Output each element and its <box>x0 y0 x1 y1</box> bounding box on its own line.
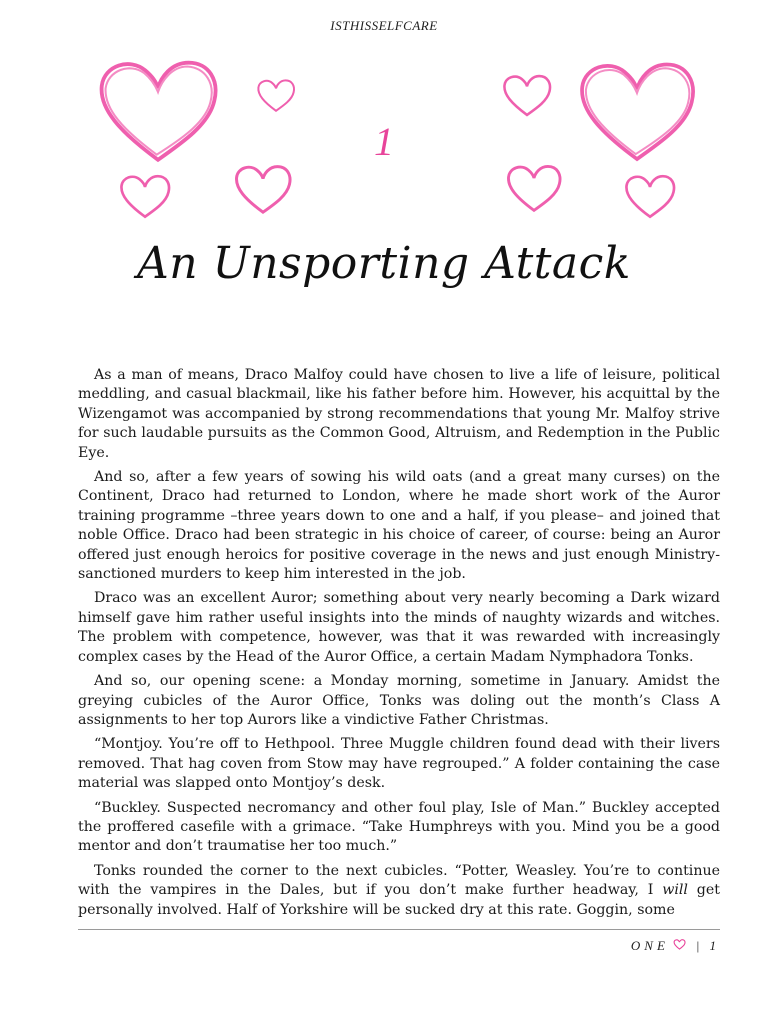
paragraph: As a man of means, Draco Malfoy could have chosen to live a life of leisure, political meddling, and casual blackmail, like his father before him. However, his acquittal by the Wizengamot was accompanied by strong recommendations that young Mr. Malfoy strive for such laudable pursuits as the Common Good, Altruism, and Redemption in the Public Eye. <box>78 367 720 461</box>
chapter-body <box>78 366 720 925</box>
paragraph-text: get personally involved. Half of Yorkshire will be sucked dry at this rate. Goggin, some <box>78 882 720 918</box>
footer-divider <box>78 929 720 930</box>
footer-chapter-word: ONE <box>630 938 669 953</box>
emphasis: will <box>662 882 688 899</box>
chapter-number: 1 <box>374 119 394 164</box>
paragraph-text: Tonks rounded the corner to the next cubicles. “Potter, Weasley. You’re to continue with the vampires in the Dales, but if you don’t make further headway, I <box>78 862 720 899</box>
page-footer <box>631 938 720 954</box>
paragraph: And so, our opening scene: a Monday morning, sometime in January. Amidst the greying cubicles of the Auror Office, Tonks was doling out the month’s Class A assignments to her top Aurors like a vindictive Father Christmas. <box>78 673 720 728</box>
page-number: 1 <box>709 938 720 953</box>
paragraph <box>78 862 720 920</box>
paragraph: “Montjoy. You’re off to Hethpool. Three Muggle children found dead with their livers removed. That hag coven from Stow may have regrouped.” A folder containing the case material was slapped onto Montjoy’s desk. <box>78 736 720 792</box>
paragraph: Draco was an excellent Auror; something about very nearly becoming a Dark wizard himself gave him rather useful insights into the minds of naughty wizards and witches. The problem with competence, however, was that it was rewarded with increasingly complex cases by the Head of the Auror Office, a certain Madam Nymphadora Tonks. <box>78 590 720 665</box>
heart-icon <box>622 173 678 221</box>
footer-separator: | <box>695 938 700 953</box>
heart-icon <box>232 163 294 217</box>
heart-icon <box>116 173 174 221</box>
chapter-title: An Unsporting Attack <box>137 238 631 289</box>
paragraph: And so, after a few years of sowing his wild oats (and a great many curses) on the Continent, Draco had returned to London, where he made short work of the Auror training programme –three years down to one and a half, if you please– and joined that noble Office. Draco had been strategic in his choice of career, of course: being an Auror offered just enough heroics for positive coverage in the news and just enough Ministry-sanctioned murders to keep him interested in the job. <box>78 469 720 583</box>
running-header: ISTHISSELFCARE <box>330 18 438 33</box>
heart-icon <box>256 78 296 114</box>
heart-icon <box>504 163 564 215</box>
heart-icon <box>500 73 554 119</box>
paragraph: “Buckley. Suspected necromancy and other foul play, Isle of Man.” Buckley accepted the proffered casefile with a grimace. “Take Humphreys with you. Mind you be a good mentor and don’t traumatise her too much.” <box>78 799 720 855</box>
heart-icon <box>673 938 686 954</box>
